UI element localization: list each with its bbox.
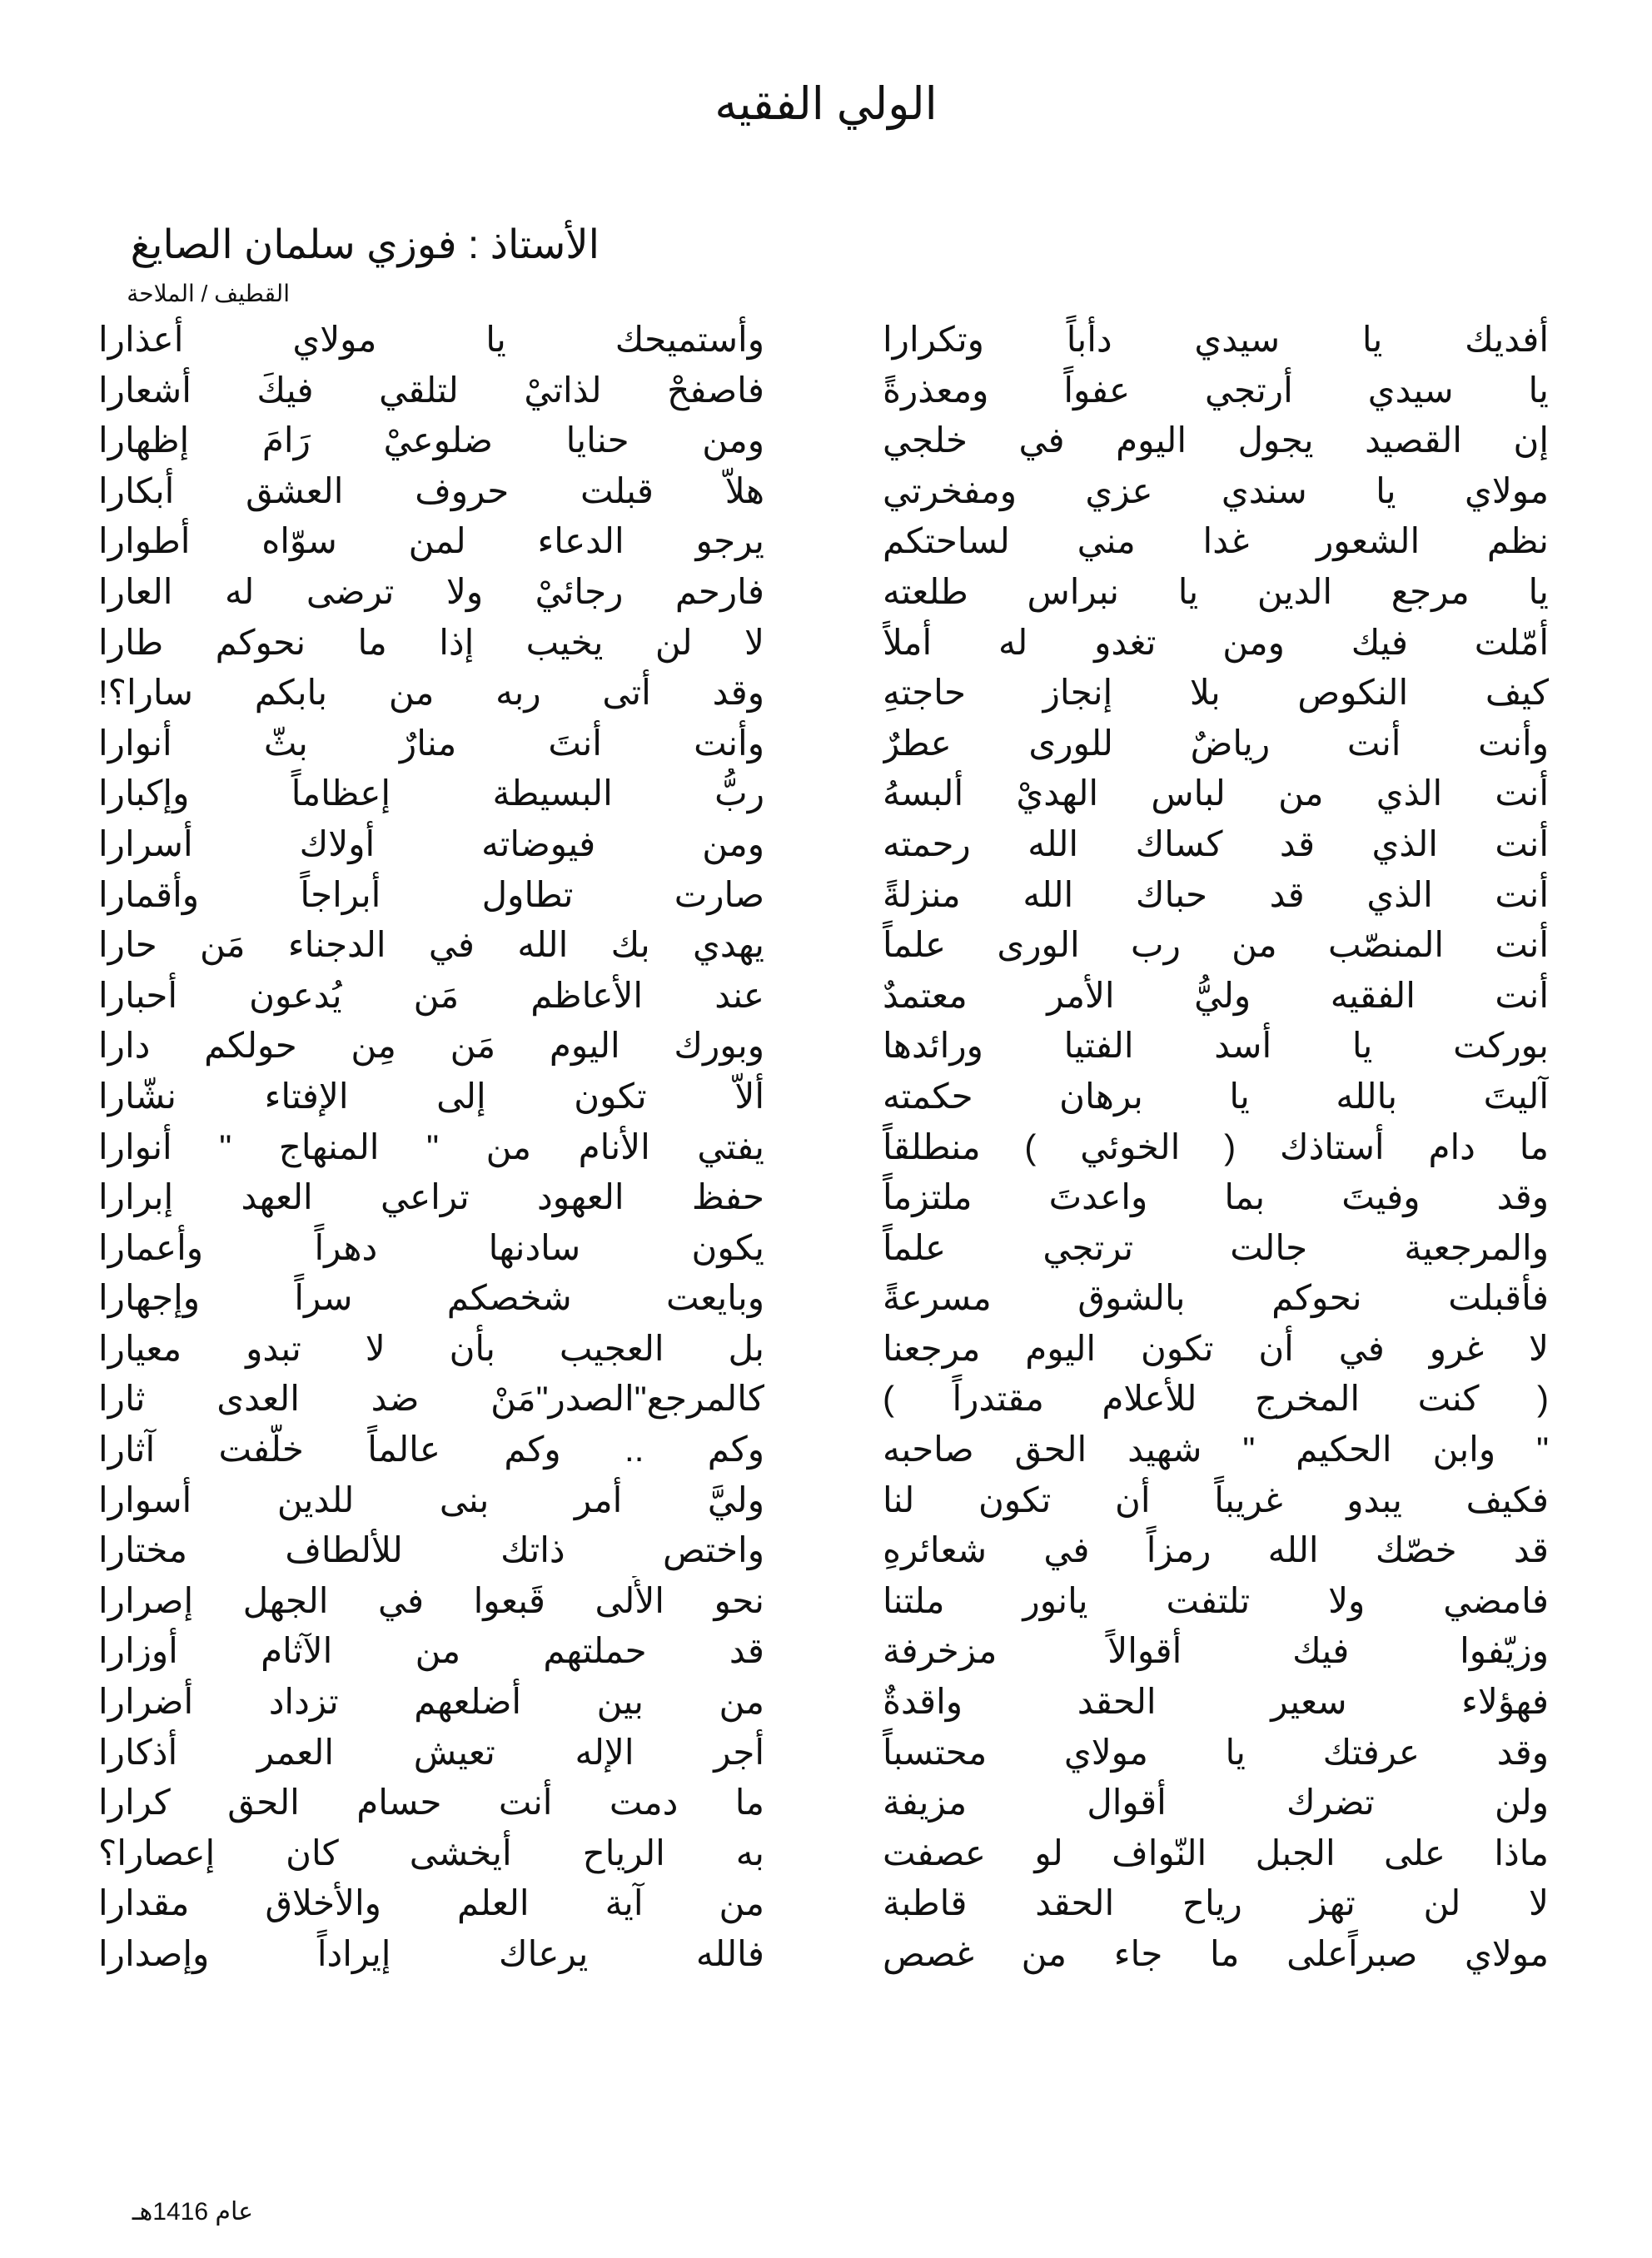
verse-line: مولاي صبراًعلى ما جاء من غصص	[883, 1934, 1549, 1973]
verse-line: قد خصّك الله رمزاً في شعائرهِ	[883, 1530, 1549, 1570]
verse-line: هلاّ قبلت حروف العشق أبكارا	[98, 470, 764, 510]
verse-line: يكون سادنها دهراً وأعمارا	[98, 1227, 764, 1267]
verse-line: قد حملتهم من الآثام أوزارا	[98, 1631, 764, 1671]
verse-line: أنت الذي قد كساك الله رحمته	[883, 823, 1549, 863]
verse-line: به الرياح أيخشى كان إعصارا؟	[98, 1833, 764, 1873]
verse-line: يفتي الأنام من " المنهاج " أنوارا	[98, 1127, 764, 1166]
verse-line: وأنت أنتَ منارٌ بثّ أنوارا	[98, 723, 764, 763]
verse-line: كالمرجع"الصدر"مَنْ ضد العدى ثارا	[98, 1379, 764, 1419]
verse-line: أنت الذي من لباس الهديْ ألبسهُ	[883, 773, 1549, 813]
verse-line: " وابن الحكيم " شهيد الحق صاحبه	[883, 1430, 1549, 1470]
verse-line: وكم .. وكم عالماً خلّفت آثارا	[98, 1430, 764, 1470]
verse-line: وليَّ أمر بنى للدين أسوارا	[98, 1480, 764, 1519]
verse-line: من بين أضلعهم تزداد أضرارا	[98, 1682, 764, 1722]
poem-title: الولي الفقيه	[714, 79, 938, 129]
verse-line: وقد عرفتك يا مولاي محتسباً	[883, 1732, 1549, 1772]
verse-line: يهدي بك الله في الدجناء مَن حارا	[98, 925, 764, 965]
verse-line: ماذا على الجبل النّواف لو عصفت	[883, 1833, 1549, 1873]
verse-line: فالله يرعاك إيراداً وإصدارا	[98, 1934, 764, 1973]
verse-line: واختص ذاتك للألطاف مختارا	[98, 1530, 764, 1570]
verse-line: ما دام أستاذك ( الخوئي ) منطلقاً	[883, 1127, 1549, 1166]
verse-line: كيف النكوص بلا إنجاز حاجتهِ	[883, 673, 1549, 713]
verse-line: لا لن تهز رياح الحقد قاطبة	[883, 1883, 1549, 1923]
verse-line: يا مرجع الدين يا نبراس طلعته	[883, 571, 1549, 611]
verse-line: والمرجعية جالت ترتجي علماً	[883, 1227, 1549, 1267]
verse-line: يا سيدي أرتجي عفواً ومعذرةً	[883, 370, 1549, 410]
verse-line: فكيف يبدو غريباً أن تكون لنا	[883, 1480, 1549, 1519]
verse-line: بوركت يا أسد الفتيا ورائدها	[883, 1026, 1549, 1066]
verse-line: ومن حنايا ضلوعيْ رَامَ إظهارا	[98, 420, 764, 460]
composition-date: عام 1416هـ	[132, 2198, 253, 2226]
verse-line: وقد أتى ربه من بابكم سارا؟!	[98, 673, 764, 713]
second-hemistich-column	[98, 315, 764, 2146]
verse-line: ولن تضرك أقوال مزيفة	[883, 1783, 1549, 1823]
verse-line: فهؤلاء سعير الحقد واقدةٌ	[883, 1682, 1549, 1722]
verse-line: نظم الشعور غدا مني لساحتكم	[883, 521, 1549, 561]
verse-line: حفظ العهود تراعي العهد إبرارا	[98, 1177, 764, 1217]
author-location: القطيف / الملاحة	[127, 281, 290, 306]
verse-line: وأستميحك يا مولاي أعذارا	[98, 320, 764, 359]
verse-line: فارحم رجائيْ ولا ترضى له العارا	[98, 571, 764, 611]
verse-line: أمّلت فيك ومن تغدو له أملاً	[883, 622, 1549, 662]
verse-line: مولاي يا سندي عزي ومفخرتي	[883, 470, 1549, 510]
verse-line: ما دمت أنت حسام الحق كرارا	[98, 1783, 764, 1823]
verse-line: عند الأعاظم مَن يُدعون أحبارا	[98, 975, 764, 1015]
verse-line: أنت الفقيه وليُّ الأمر معتمدٌ	[883, 975, 1549, 1015]
verse-line: ومن فيوضاته أولاك أسرارا	[98, 823, 764, 863]
verse-line: صارت تطاول أبراجاً وأقمارا	[98, 874, 764, 914]
author-name: الأستاذ : فوزي سلمان الصايغ	[130, 223, 600, 267]
verse-line: وزيّفوا فيك أقوالاً مزخرفة	[883, 1631, 1549, 1671]
verse-line: بل العجيب بأن لا تبدو معيارا	[98, 1328, 764, 1368]
verse-line: ألاّ تكون إلى الإفتاء نشّارا	[98, 1076, 764, 1116]
verse-line: ربُّ البسيطة إعظاماً وإكبارا	[98, 773, 764, 813]
verse-line: أنت المنصّب من رب الورى علماً	[883, 925, 1549, 965]
verse-line: وبورك اليوم مَن مِن حولكم دارا	[98, 1026, 764, 1066]
verse-line: وأنت أنت رياضٌ للورى عطرٌ	[883, 723, 1549, 763]
verse-line: وبايعت شخصكم سراً وإجهارا	[98, 1278, 764, 1318]
verse-line: أجر الإله تعيش العمر أذكارا	[98, 1732, 764, 1772]
verse-line: لا لن يخيب إذا ما نحوكم طارا	[98, 622, 764, 662]
verse-line: فامضي ولا تلتفت يانور ملتنا	[883, 1580, 1549, 1620]
verse-line: لا غرو في أن تكون اليوم مرجعنا	[883, 1328, 1549, 1368]
first-hemistich-column	[883, 315, 1549, 2146]
verse-line: أفديك يا سيدي دأباً وتكرارا	[883, 320, 1549, 359]
verse-line: يرجو الدعاء لمن سوّاه أطوارا	[98, 521, 764, 561]
verse-line: نحو الأُلى قَبعوا في الجهل إصرارا	[98, 1580, 764, 1620]
verse-line: من آية العلم والأخلاق مقدارا	[98, 1883, 764, 1923]
verse-line: فأقبلت نحوكم بالشوق مسرعةً	[883, 1278, 1549, 1318]
verse-line: فاصفحْ لذاتيْ لتلقي فيكَ أشعارا	[98, 370, 764, 410]
verse-line: آليتَ بالله يا برهان حكمته	[883, 1076, 1549, 1116]
verse-line: إن القصيد يجول اليوم في خلجي	[883, 420, 1549, 460]
verse-line: وقد وفيتَ بما واعدتَ ملتزماً	[883, 1177, 1549, 1217]
verse-line: ( كنت المخرج للأعلام مقتدراً )	[883, 1379, 1549, 1419]
verse-line: أنت الذي قد حباك الله منزلةً	[883, 874, 1549, 914]
